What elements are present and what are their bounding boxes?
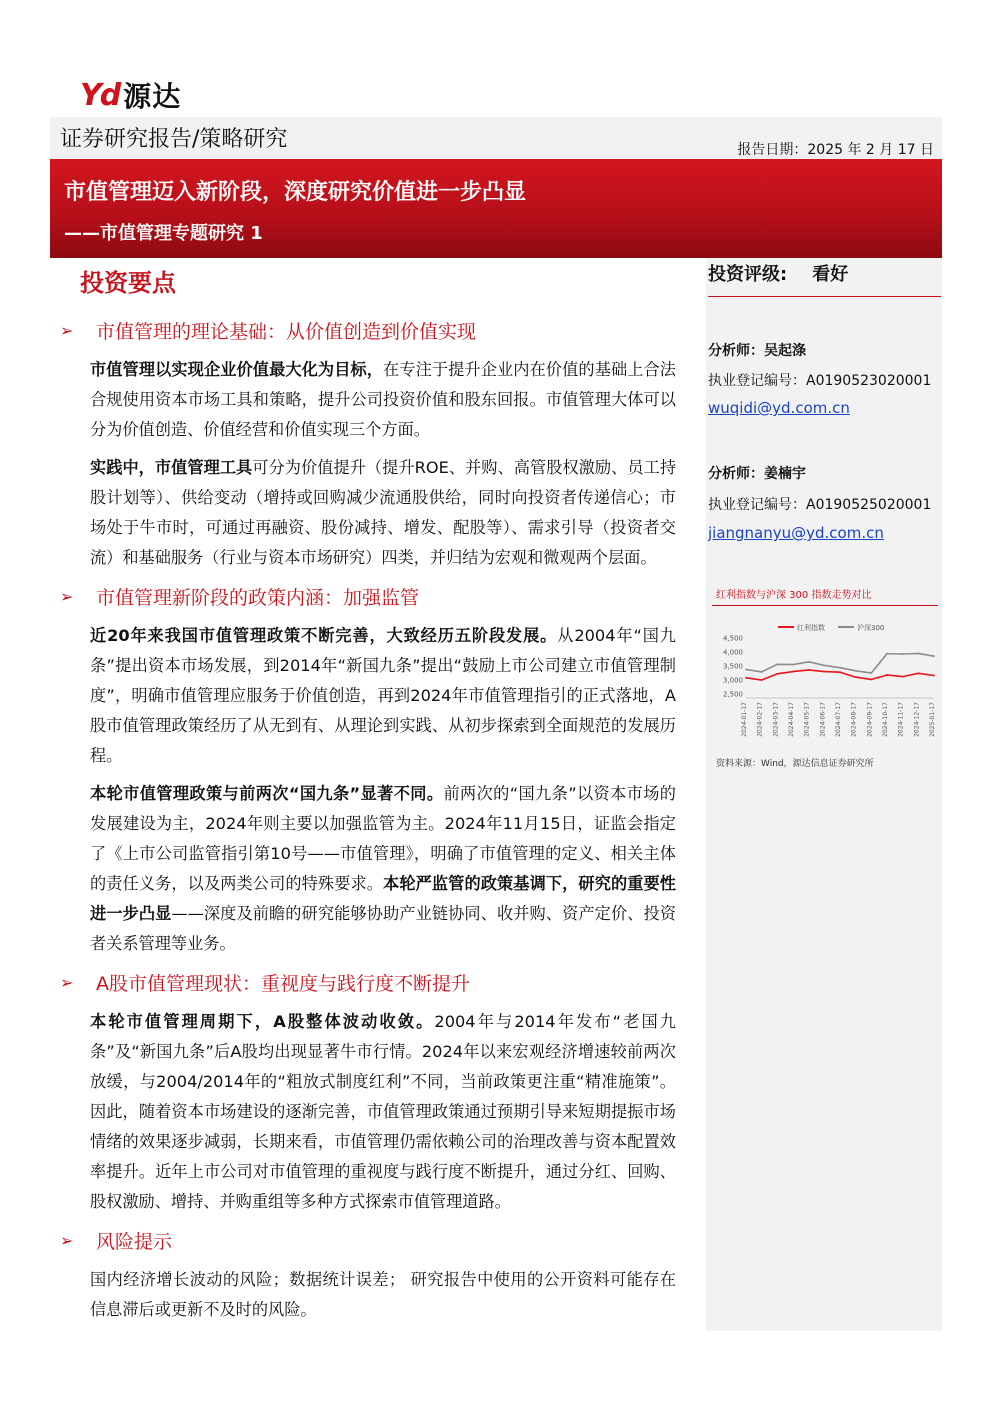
paragraph-text: 可分为价值提升（提升ROE、并购、高管股权激励、员工持股计划等）、供给变动（增持或回购减少流通股供给，同时向投资者传递信心；市场处于牛市时，可通过再融资、股份减持、增发、配股等）、需求引导（投资者交流）和基础服务（行业与资本市场研究）四类，并归结为宏观和微观两个层面。: [90, 458, 677, 567]
y-tick-label: 3,500: [722, 662, 743, 671]
series-point: [839, 667, 841, 669]
report-date: 报告日期：2025 年 2 月 17 日: [737, 142, 934, 158]
paragraph: [90, 779, 676, 959]
series-point: [933, 675, 935, 677]
series-point: [886, 653, 888, 655]
arrow-bullet-icon: ➢: [60, 972, 74, 992]
series-point: [839, 671, 841, 673]
series-point: [917, 653, 919, 655]
x-tick-label: 2024-11-17: [897, 702, 905, 737]
analyst-registration: 执业登记编号：A0190523020001: [708, 373, 932, 389]
y-tick-label: 4,500: [722, 634, 743, 643]
section-title-text: 市值管理的理论基础：从价值创造到价值实现: [96, 320, 477, 343]
x-tick-label: 2024-01-17: [741, 702, 748, 737]
x-tick-label: 2024-05-17: [803, 702, 811, 737]
section-title-text: A股市值管理现状：重视度与践行度不断提升: [96, 972, 470, 995]
logo: [80, 78, 181, 112]
paragraph-text: 从2004年“国九条”提出资本市场发展，到2014年“新国九条”提出“鼓励上市公司建立市值管理制度”，明确市值管理应服务于价值创造，再到2024年市值管理指引的正式落地，A股市值管理政策经历了从无到有、从理论到实践、从初步探索到全面规范的发展历程。: [90, 626, 676, 765]
x-tick-label: 2025-01-17: [929, 702, 936, 737]
series-point: [902, 676, 904, 678]
series-point: [792, 671, 794, 673]
main-heading: 投资要点: [80, 269, 176, 297]
section-title: [60, 579, 676, 613]
series-point: [917, 672, 919, 674]
series-point: [933, 655, 935, 657]
paragraph-text: 国内经济增长波动的风险；数据统计误差； 研究报告中使用的公开资料可能存在信息滞后或更新不及时的风险。: [90, 1270, 676, 1319]
section-title-text: 风险提示: [96, 1230, 173, 1253]
chart-plot: [712, 606, 938, 756]
x-tick-label: 2024-04-17: [788, 702, 795, 737]
bold-lead: 近20年来我国市值管理政策不断完善，大致经历五阶段发展。: [90, 626, 558, 645]
arrow-bullet-icon: ➢: [60, 1230, 74, 1250]
section-title: [60, 1223, 676, 1257]
report-subtitle: ——市值管理专题研究 1: [64, 223, 263, 244]
analyst-email[interactable]: wuqidi@yd.com.cn: [708, 399, 850, 417]
chart-title: 红利指数与沪深 300 指数走势对比: [712, 586, 938, 606]
paragraph: [90, 621, 676, 771]
paragraph-text: 前两次的“国九条”以资本市场的发展建设为主，2024年则主要以加强监管为主。2024年11月15日，证监会指定了《上市公司监管指引第10号——市值管理》，明确了市值管理的定义、相关主体的责任义务，以及两类公司的特殊要求。: [90, 784, 676, 893]
section-title: [60, 313, 676, 347]
logo-text: 源达: [123, 80, 182, 113]
series-point: [870, 672, 872, 674]
paragraph: [90, 453, 676, 573]
series-line: [746, 653, 934, 673]
y-tick-label: 4,000: [722, 648, 743, 657]
series-point: [823, 665, 825, 667]
chart: [712, 586, 938, 772]
report-title: 市值管理迈入新阶段，深度研究价值进一步凸显: [64, 180, 527, 205]
series-point: [792, 664, 794, 666]
series-point: [870, 679, 872, 681]
paragraph-text: 2004年与2014年发布“老国九条”及“新国九条”后A股均出现显著牛市行情。2024年以来宏观经济增速较前两次放缓，与2004/2014年的“粗放式制度红利”不同，当前政策更注重“精准施策”。因此，随着资本市场建设的逐渐完善，市值管理政策通过预期引导来短期提振市场情绪的效果逐步减弱，长期来看，市值管理仍需依赖公司的治理改善与资本配置效率提升。近年上市公司对市值管理的重视度与践行度不断提升，通过分红、回购、股权激励、增持、并购重组等多种方式探索市值管理道路。: [90, 1012, 676, 1211]
x-tick-label: 2024-03-17: [772, 702, 780, 737]
x-tick-label: 2024-02-17: [756, 702, 764, 737]
series-point: [776, 663, 778, 665]
legend-label: 红利指数: [797, 624, 825, 632]
paragraph-text: ——深度及前瞻的研究能够协助产业链协同、收并购、资产定价、投资者关系管理等业务。: [90, 904, 677, 953]
paragraph: [90, 1007, 676, 1217]
analyst-email[interactable]: jiangnanyu@yd.com.cn: [708, 524, 884, 542]
logo-mark: Yd: [80, 77, 120, 113]
x-tick-label: 2024-12-17: [913, 702, 921, 737]
sidebar: [706, 258, 942, 1331]
series-point: [761, 671, 763, 673]
series-point: [808, 669, 810, 671]
chart-source: 资料来源：Wind，源达信息证券研究所: [716, 759, 874, 769]
x-tick-label: 2024-09-17: [866, 702, 874, 737]
series-point: [886, 674, 888, 676]
rating-divider: [708, 296, 941, 297]
x-tick-label: 2024-10-17: [882, 702, 889, 737]
series-point: [855, 670, 857, 672]
y-tick-label: 3,000: [722, 676, 743, 685]
legend-label: 沪深300: [857, 624, 885, 632]
series-point: [776, 673, 778, 675]
x-tick-label: 2024-07-17: [835, 702, 842, 737]
series-point: [745, 668, 747, 670]
investment-rating: 投资评级: 看好: [708, 264, 849, 285]
analyst-name: 分析师：姜楠宇: [708, 466, 806, 482]
paragraph-text: 在专注于提升企业内在价值的基础上合法合规使用资本市场工具和策略，提升公司投资价值和股东回报。市值管理大体可以分为价值创造、价值经营和价值实现三个方面。: [90, 360, 676, 439]
x-tick-label: 2024-08-17: [850, 702, 858, 737]
arrow-bullet-icon: ➢: [60, 320, 74, 340]
paragraph: [90, 355, 676, 445]
y-tick-label: 2,500: [722, 690, 743, 699]
paragraph: [90, 1265, 676, 1325]
report-type: 证券研究报告/策略研究: [60, 127, 288, 152]
series-point: [745, 677, 747, 679]
bold-lead: 市值管理以实现企业价值最大化为目标，: [90, 360, 384, 379]
main-content: [60, 313, 676, 1331]
series-point: [855, 676, 857, 678]
bold-lead: 本轮市值管理政策与前两次“国九条”显著不同。: [90, 784, 444, 803]
bold-lead: 本轮严监管的政策基调下，研究的重要性进一步凸显: [90, 874, 676, 923]
series-point: [808, 661, 810, 663]
bold-lead: 实践中，市值管理工具: [90, 458, 253, 477]
series-point: [761, 679, 763, 681]
x-tick-label: 2024-06-17: [819, 702, 827, 737]
series-point: [823, 671, 825, 673]
arrow-bullet-icon: ➢: [60, 586, 74, 606]
series-point: [902, 653, 904, 655]
analyst-registration: 执业登记编号：A0190525020001: [708, 497, 932, 513]
section-title: [60, 965, 676, 999]
section-title-text: 市值管理新阶段的政策内涵：加强监管: [96, 586, 420, 609]
bold-lead: 本轮市值管理周期下，A股整体波动收敛。: [90, 1012, 435, 1031]
analyst-name: 分析师：吴起涤: [708, 343, 806, 359]
